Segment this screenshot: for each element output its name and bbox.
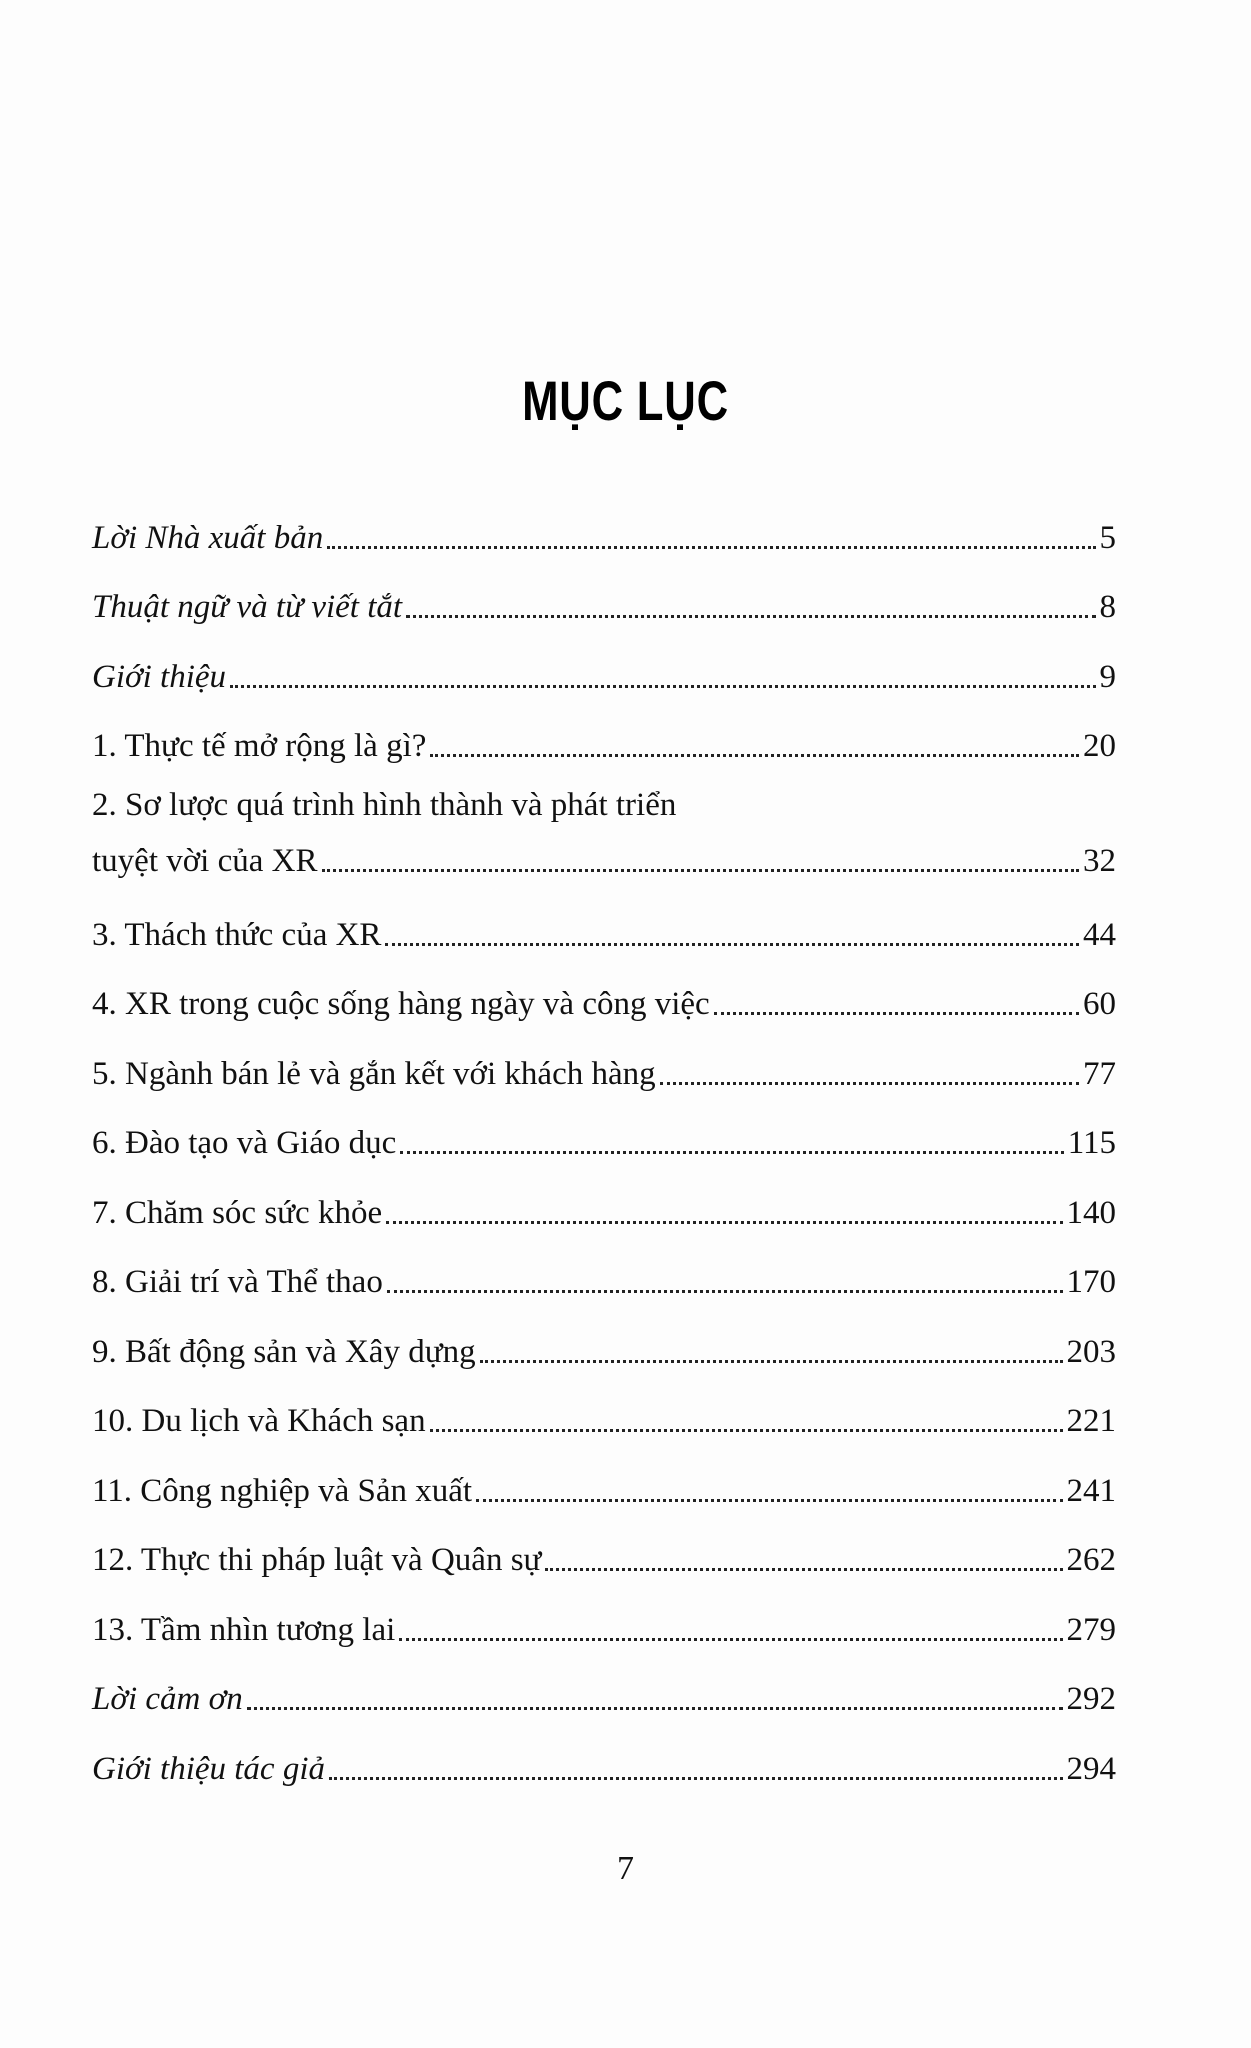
toc-entry-page: 44 [1083,917,1116,953]
toc-entry-page: 8 [1099,589,1116,625]
dot-leader [476,1499,1062,1502]
dot-leader [322,869,1080,872]
dot-leader [327,546,1095,549]
toc-entry-page: 9 [1099,659,1116,695]
toc-entry-label: Lời Nhà xuất bản [92,520,324,556]
toc-entry-label: 1. Thực tế mở rộng là gì? [92,728,427,764]
toc-entry-label: 3. Thách thức của XR [92,917,382,953]
dot-leader [480,1360,1063,1363]
dot-leader [660,1082,1079,1085]
dot-leader [386,1221,1062,1224]
toc-entry-label: 12. Thực thi pháp luật và Quân sự [92,1542,542,1578]
toc-entry[interactable] [92,1600,1116,1650]
toc-entry-page: 170 [1066,1264,1116,1300]
toc-entry-page: 294 [1066,1751,1116,1787]
toc-entry[interactable] [92,1669,1116,1719]
toc-entry[interactable] [92,716,1116,766]
toc-entry[interactable] [92,1391,1116,1441]
dot-leader [400,1151,1063,1154]
dot-leader [387,1290,1063,1293]
page-number: 7 [617,1850,634,1887]
toc-entry-page: 262 [1066,1542,1116,1578]
toc-entry-label: 10. Du lịch và Khách sạn [92,1403,426,1439]
dot-leader [714,1012,1079,1015]
toc-entry-page: 20 [1083,728,1116,764]
toc-entry[interactable] [92,974,1116,1024]
toc-entry-page: 241 [1066,1473,1116,1509]
toc-entry[interactable] [92,1113,1116,1163]
toc-entry-page: 5 [1099,520,1116,556]
toc-entry[interactable] [92,1252,1116,1302]
toc-entry[interactable] [92,577,1116,627]
toc-entry-label: 4. XR trong cuộc sống hàng ngày và công việc [92,986,710,1022]
toc-entry-label: Thuật ngữ và từ viết tắt [92,589,403,625]
toc-entry-label: 9. Bất động sản và Xây dựng [92,1334,476,1370]
toc-entry[interactable] [92,905,1116,955]
toc-entry[interactable] [92,1461,1116,1511]
toc-entry[interactable] [92,647,1116,697]
dot-leader [430,1429,1063,1432]
page-title: MỤC LỤC [522,369,729,432]
toc-entry[interactable] [92,508,1116,558]
dot-leader [406,615,1095,618]
toc-entry[interactable] [92,1322,1116,1372]
dot-leader [385,943,1079,946]
toc-entry[interactable] [92,1530,1116,1580]
toc-entry-page: 77 [1083,1056,1116,1092]
toc-entry-label: 13. Tầm nhìn tương lai [92,1612,396,1648]
toc-entry[interactable] [92,1739,1116,1789]
toc-entry-page: 279 [1066,1612,1116,1648]
toc-entry-label: Lời cảm ơn [92,1681,243,1717]
toc-entry-label: 8. Giải trí và Thể thao [92,1264,383,1300]
toc-entry-label: 11. Công nghiệp và Sản xuất [92,1473,473,1509]
toc-entry[interactable] [92,831,1116,881]
toc-entry-page: 292 [1066,1681,1116,1717]
dot-leader [247,1707,1063,1710]
toc-entry-page: 32 [1083,843,1116,879]
toc-entry-page: 140 [1066,1195,1116,1231]
dot-leader [399,1638,1062,1641]
dot-leader [329,1777,1063,1780]
toc-entry-label: Giới thiệu tác giả [92,1751,325,1787]
toc-entry-label: 5. Ngành bán lẻ và gắn kết với khách hàng [92,1056,656,1092]
toc-entry-page: 203 [1066,1334,1116,1370]
toc-entry-page: 221 [1066,1403,1116,1439]
toc-entry-page: 115 [1067,1125,1116,1161]
toc-entry-label: Giới thiệu [92,659,227,695]
toc-entry-page: 60 [1083,986,1116,1022]
toc-entry[interactable] [92,1183,1116,1233]
dot-leader [230,685,1095,688]
dot-leader [545,1568,1062,1571]
toc-entry[interactable] [92,1044,1116,1094]
toc-entry-label: 6. Đào tạo và Giáo dục [92,1125,397,1161]
toc-entry-label: tuyệt vời của XR [92,843,318,879]
toc-entry-label-line1: 2. Sơ lược quá trình hình thành và phát triển [92,787,677,823]
toc-entry-label: 7. Chăm sóc sức khỏe [92,1195,383,1231]
dot-leader [430,754,1079,757]
